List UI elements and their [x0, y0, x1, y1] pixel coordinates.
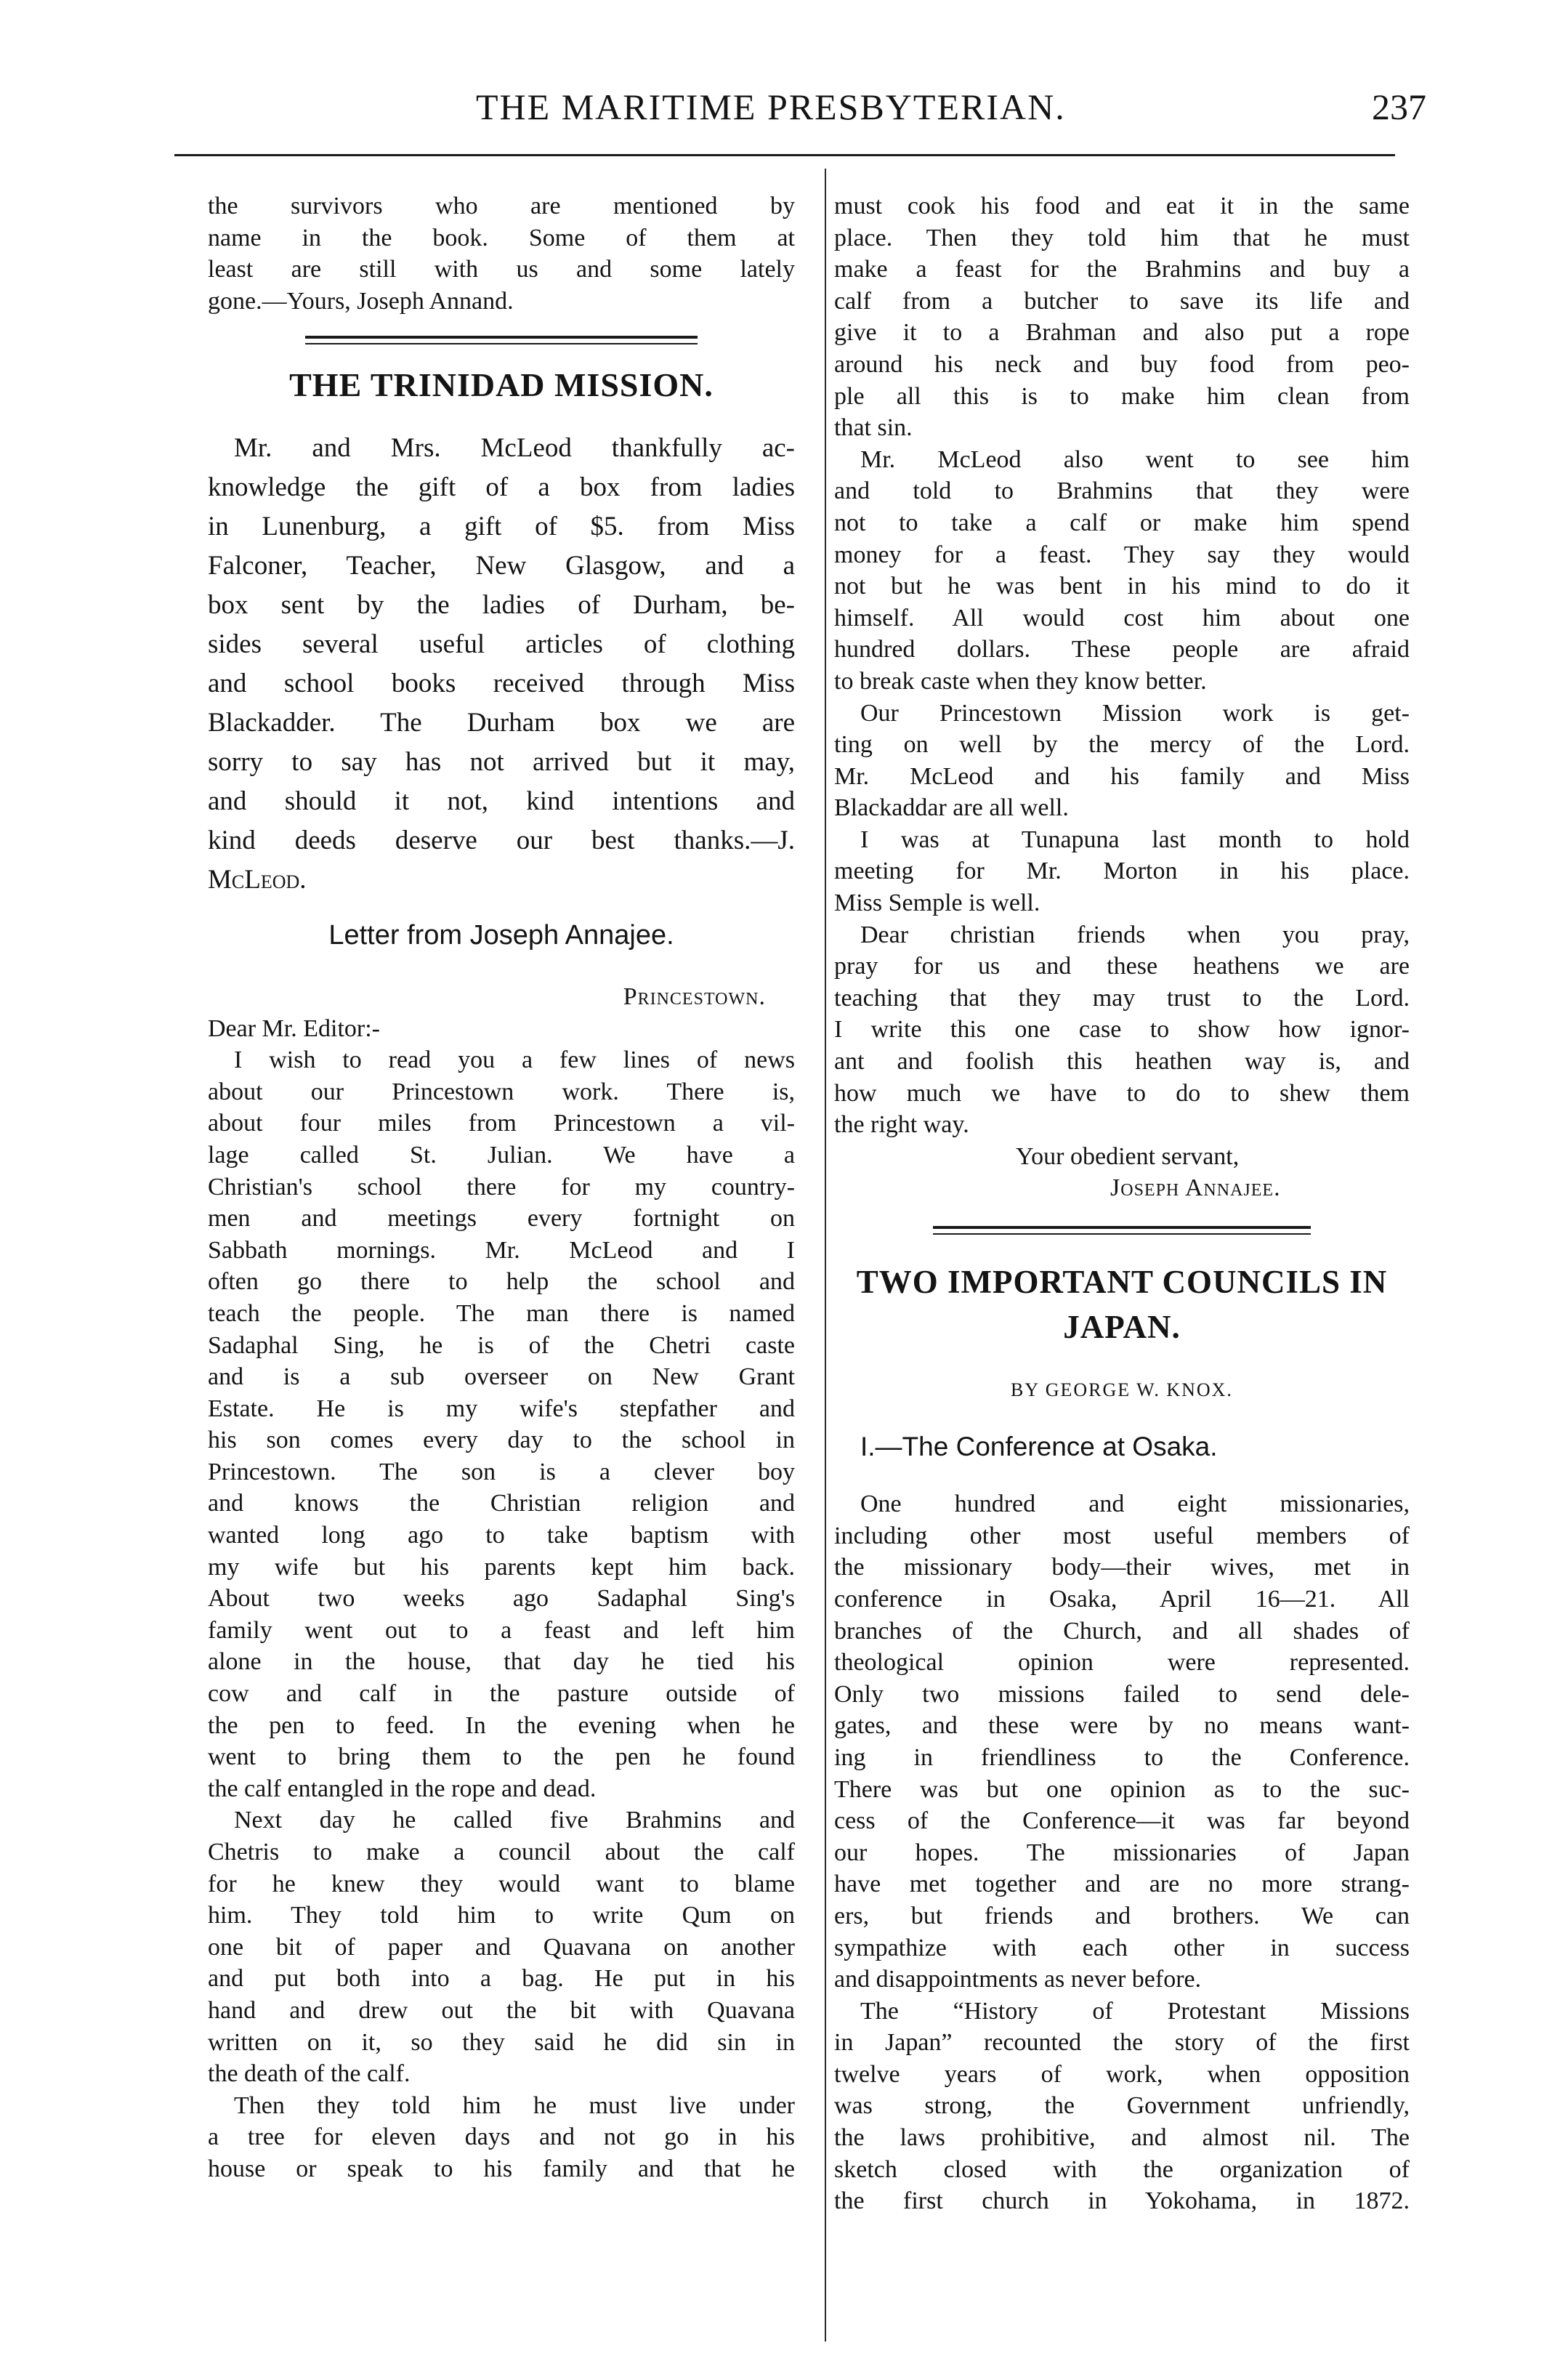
text-line: Blackadder. The Durham box we are: [208, 708, 795, 738]
text-line: the pen to feed. In the evening when he: [208, 1711, 795, 1739]
text-line: that sin.: [834, 414, 913, 442]
text-line: not to take a calf or make him spend: [834, 509, 1410, 536]
text-line: McLeod.: [208, 865, 307, 895]
text-line: Sadaphal Sing, he is of the Chetri caste: [208, 1331, 795, 1359]
text-line: must cook his food and eat it in the same: [834, 193, 1410, 219]
text-line: Mr. McLeod and his family and Miss: [834, 762, 1410, 790]
text-line: Then they told him he must live under: [234, 2091, 795, 2119]
text-line: himself. All would cost him about one: [834, 604, 1410, 632]
letter-salutation: Dear Mr. Editor:-: [208, 1014, 380, 1042]
text-line: the laws prohibitive, and almost nil. The: [834, 2124, 1410, 2152]
byline: BY GEORGE W. KNOX.: [1011, 1379, 1233, 1400]
text-line: including other most useful members of: [834, 1522, 1410, 1549]
text-line: alone in the house, that day he tied his: [208, 1648, 795, 1676]
page-number: 237: [1372, 86, 1426, 127]
japan-body: [834, 1488, 1410, 2217]
text-line: Only two missions failed to send dele-: [834, 1680, 1410, 1708]
text-line: his son comes every day to the school in: [208, 1427, 795, 1454]
text-line: branches of the Church, and all shades of: [834, 1617, 1410, 1645]
header-rule: [174, 154, 1395, 156]
text-line: calf from a butcher to save its life and: [834, 287, 1410, 315]
text-line: and disappointments as never before.: [834, 1966, 1202, 1993]
text-line: Sabbath mornings. Mr. McLeod and I: [208, 1236, 795, 1264]
text-line: Miss Semple is well.: [834, 890, 1040, 917]
letter-continuation: [834, 190, 1410, 1204]
title-line: TWO IMPORTANT COUNCILS IN: [856, 1264, 1388, 1300]
text-line: our hopes. The missionaries of Japan: [834, 1839, 1410, 1866]
text-line: sympathize with each other in success: [834, 1934, 1410, 1961]
letter-place: Princestown.: [623, 983, 766, 1010]
text-line: cow and calf in the pasture outside of: [208, 1680, 795, 1708]
text-line: about our Princestown work. There is,: [208, 1078, 795, 1105]
text-line: one bit of paper and Quavana on another: [208, 1933, 795, 1961]
text-line: about four miles from Princestown a vil-: [208, 1110, 795, 1137]
text-line: and should it not, kind intentions and: [208, 786, 795, 817]
text-line: house or speak to his family and that he: [208, 2155, 795, 2182]
text-line: I was at Tunapuna last month to hold: [860, 826, 1410, 853]
text-line: pray for us and these heathens we are: [834, 953, 1410, 980]
text-line: sides several useful articles of clothing: [208, 629, 795, 660]
text-line: for he knew they would want to blame: [208, 1870, 795, 1897]
text-line: men and meetings every fortnight on: [208, 1205, 795, 1233]
text-line: the right way.: [834, 1111, 969, 1139]
text-line: Estate. He is my wife's stepfather and: [208, 1395, 795, 1422]
text-line: least are still with us and some lately: [208, 256, 795, 283]
text-line: and school books received through Miss: [208, 669, 795, 699]
subsection-title: I.—The Conference at Osaka.: [860, 1431, 1218, 1461]
text-line: twelve years of work, when opposition: [834, 2060, 1410, 2088]
intro-paragraph: [208, 190, 795, 317]
text-line: him. They told him to write Qum on: [208, 1902, 795, 1929]
text-line: sorry to say has not arrived but it may,: [208, 747, 795, 778]
text-line: knowledge the gift of a box from ladies: [208, 472, 795, 503]
text-line: name in the book. Some of them at: [208, 224, 795, 251]
text-line: hundred dollars. These people are afraid: [834, 636, 1410, 663]
text-line: a tree for eleven days and not go in his: [208, 2123, 795, 2151]
text-line: Mr. and Mrs. McLeod thankfully ac-: [234, 433, 795, 464]
text-line: meeting for Mr. Morton in his place.: [834, 858, 1410, 885]
text-line: have met together and are no more strang-: [834, 1871, 1410, 1898]
text-line: and knows the Christian religion and: [208, 1490, 795, 1517]
text-line: There was but one opinion as to the suc-: [834, 1775, 1410, 1803]
text-line: place. Then they told him that he must: [834, 224, 1410, 251]
text-line: conference in Osaka, April 16—21. All: [834, 1585, 1410, 1613]
text-line: ing in friendliness to the Conference.: [834, 1743, 1410, 1771]
text-line: box sent by the ladies of Durham, be-: [208, 590, 795, 621]
text-line: the missionary body—their wives, met in: [834, 1554, 1410, 1581]
running-title: THE MARITIME PRESBYTERIAN.: [476, 86, 1066, 127]
text-line: teaching that they may trust to the Lord.: [834, 984, 1410, 1012]
text-line: hand and drew out the bit with Quavana: [208, 1996, 795, 2024]
right-column: [834, 190, 1410, 2217]
text-line: in Lunenburg, a gift of $5. from Miss: [208, 512, 795, 542]
text-line: Christian's school there for my country-: [208, 1173, 795, 1201]
text-line: cess of the Conference—it was far beyond: [834, 1807, 1410, 1835]
text-line: and put both into a bag. He put in his: [208, 1965, 795, 1993]
column-divider: [825, 169, 826, 2341]
text-line: Falconer, Teacher, New Glasgow, and a: [208, 551, 795, 581]
text-line: lage called St. Julian. We have a: [208, 1141, 795, 1169]
text-line: ting on well by the mercy of the Lord.: [834, 731, 1410, 759]
text-line: Mr. McLeod also went to see him: [860, 445, 1410, 473]
text-line: Blackaddar are all well.: [834, 794, 1069, 822]
text-line: give it to a Brahman and also put a rope: [834, 319, 1410, 347]
text-line: sketch closed with the organization of: [834, 2155, 1410, 2183]
text-line: theological opinion were represented.: [834, 1649, 1410, 1677]
text-line: Dear christian friends when you pray,: [860, 921, 1410, 948]
text-line: One hundred and eight missionaries,: [860, 1490, 1410, 1518]
text-line: written on it, so they said he did sin in: [208, 2028, 795, 2056]
text-line: The “History of Protestant Missions: [860, 1997, 1410, 2025]
signature: Joseph Annajee.: [1110, 1174, 1281, 1202]
text-line: in Japan” recounted the story of the first: [834, 2029, 1410, 2057]
text-line: how much we have to do to shew them: [834, 1079, 1410, 1107]
left-column: [208, 190, 795, 2185]
letter-title: Letter from Joseph Annajee.: [328, 920, 674, 951]
section-title-japan: [834, 1259, 1410, 1350]
text-line: kind deeds deserve our best thanks.—J.: [208, 826, 795, 856]
section-title-trinidad: THE TRINIDAD MISSION.: [289, 366, 714, 404]
text-line: the calf entangled in the rope and dead.: [208, 1775, 597, 1802]
text-line: my wife but his parents kept him back.: [208, 1553, 795, 1581]
text-line: gates, and these were by no means want-: [834, 1712, 1410, 1740]
text-line: teach the people. The man there is named: [208, 1299, 795, 1327]
sign-off: Your obedient servant,: [1016, 1142, 1240, 1170]
text-line: went to bring them to the pen he found: [208, 1743, 795, 1771]
text-line: wanted long ago to take baptism with: [208, 1522, 795, 1549]
text-line: Our Princestown Mission work is get-: [860, 699, 1410, 727]
text-line: the death of the calf.: [208, 2060, 411, 2088]
text-line: around his neck and buy food from peo-: [834, 350, 1410, 378]
text-line: was strong, the Government unfriendly,: [834, 2092, 1410, 2120]
text-line: About two weeks ago Sadaphal Sing's: [208, 1585, 795, 1613]
section-divider: [305, 336, 698, 344]
trinidad-paragraph: [208, 429, 795, 900]
text-line: ant and foolish this heathen way is, and: [834, 1048, 1410, 1076]
section-divider: [933, 1226, 1311, 1235]
text-line: the first church in Yokohama, in 1872.: [834, 2187, 1410, 2215]
text-line: the survivors who are mentioned by: [208, 193, 795, 219]
page-header: [0, 0, 1560, 167]
text-line: I write this one case to show how ignor-: [834, 1016, 1410, 1044]
text-line: and is a sub overseer on New Grant: [208, 1363, 795, 1391]
text-line: I wish to read you a few lines of news: [234, 1046, 795, 1074]
title-line: JAPAN.: [1063, 1309, 1181, 1345]
text-line: often go there to help the school and: [208, 1268, 795, 1296]
text-line: ers, but friends and brothers. We can: [834, 1902, 1410, 1929]
letter-body: [208, 1044, 795, 2185]
text-line: make a feast for the Brahmins and buy a: [834, 256, 1410, 283]
text-line: family went out to a feast and left him: [208, 1616, 795, 1644]
text-line: to break caste when they know better.: [834, 667, 1207, 695]
text-line: not but he was bent in his mind to do it: [834, 573, 1410, 600]
text-line: and told to Brahmins that they were: [834, 477, 1410, 505]
text-line: ple all this is to make him clean from: [834, 382, 1410, 410]
text-line: Chetris to make a council about the calf: [208, 1839, 795, 1865]
text-line: gone.—Yours, Joseph Annand.: [208, 287, 514, 315]
text-line: money for a feast. They say they would: [834, 541, 1410, 568]
text-line: Princestown. The son is a clever boy: [208, 1458, 795, 1485]
text-line: Next day he called five Brahmins and: [234, 1807, 795, 1834]
